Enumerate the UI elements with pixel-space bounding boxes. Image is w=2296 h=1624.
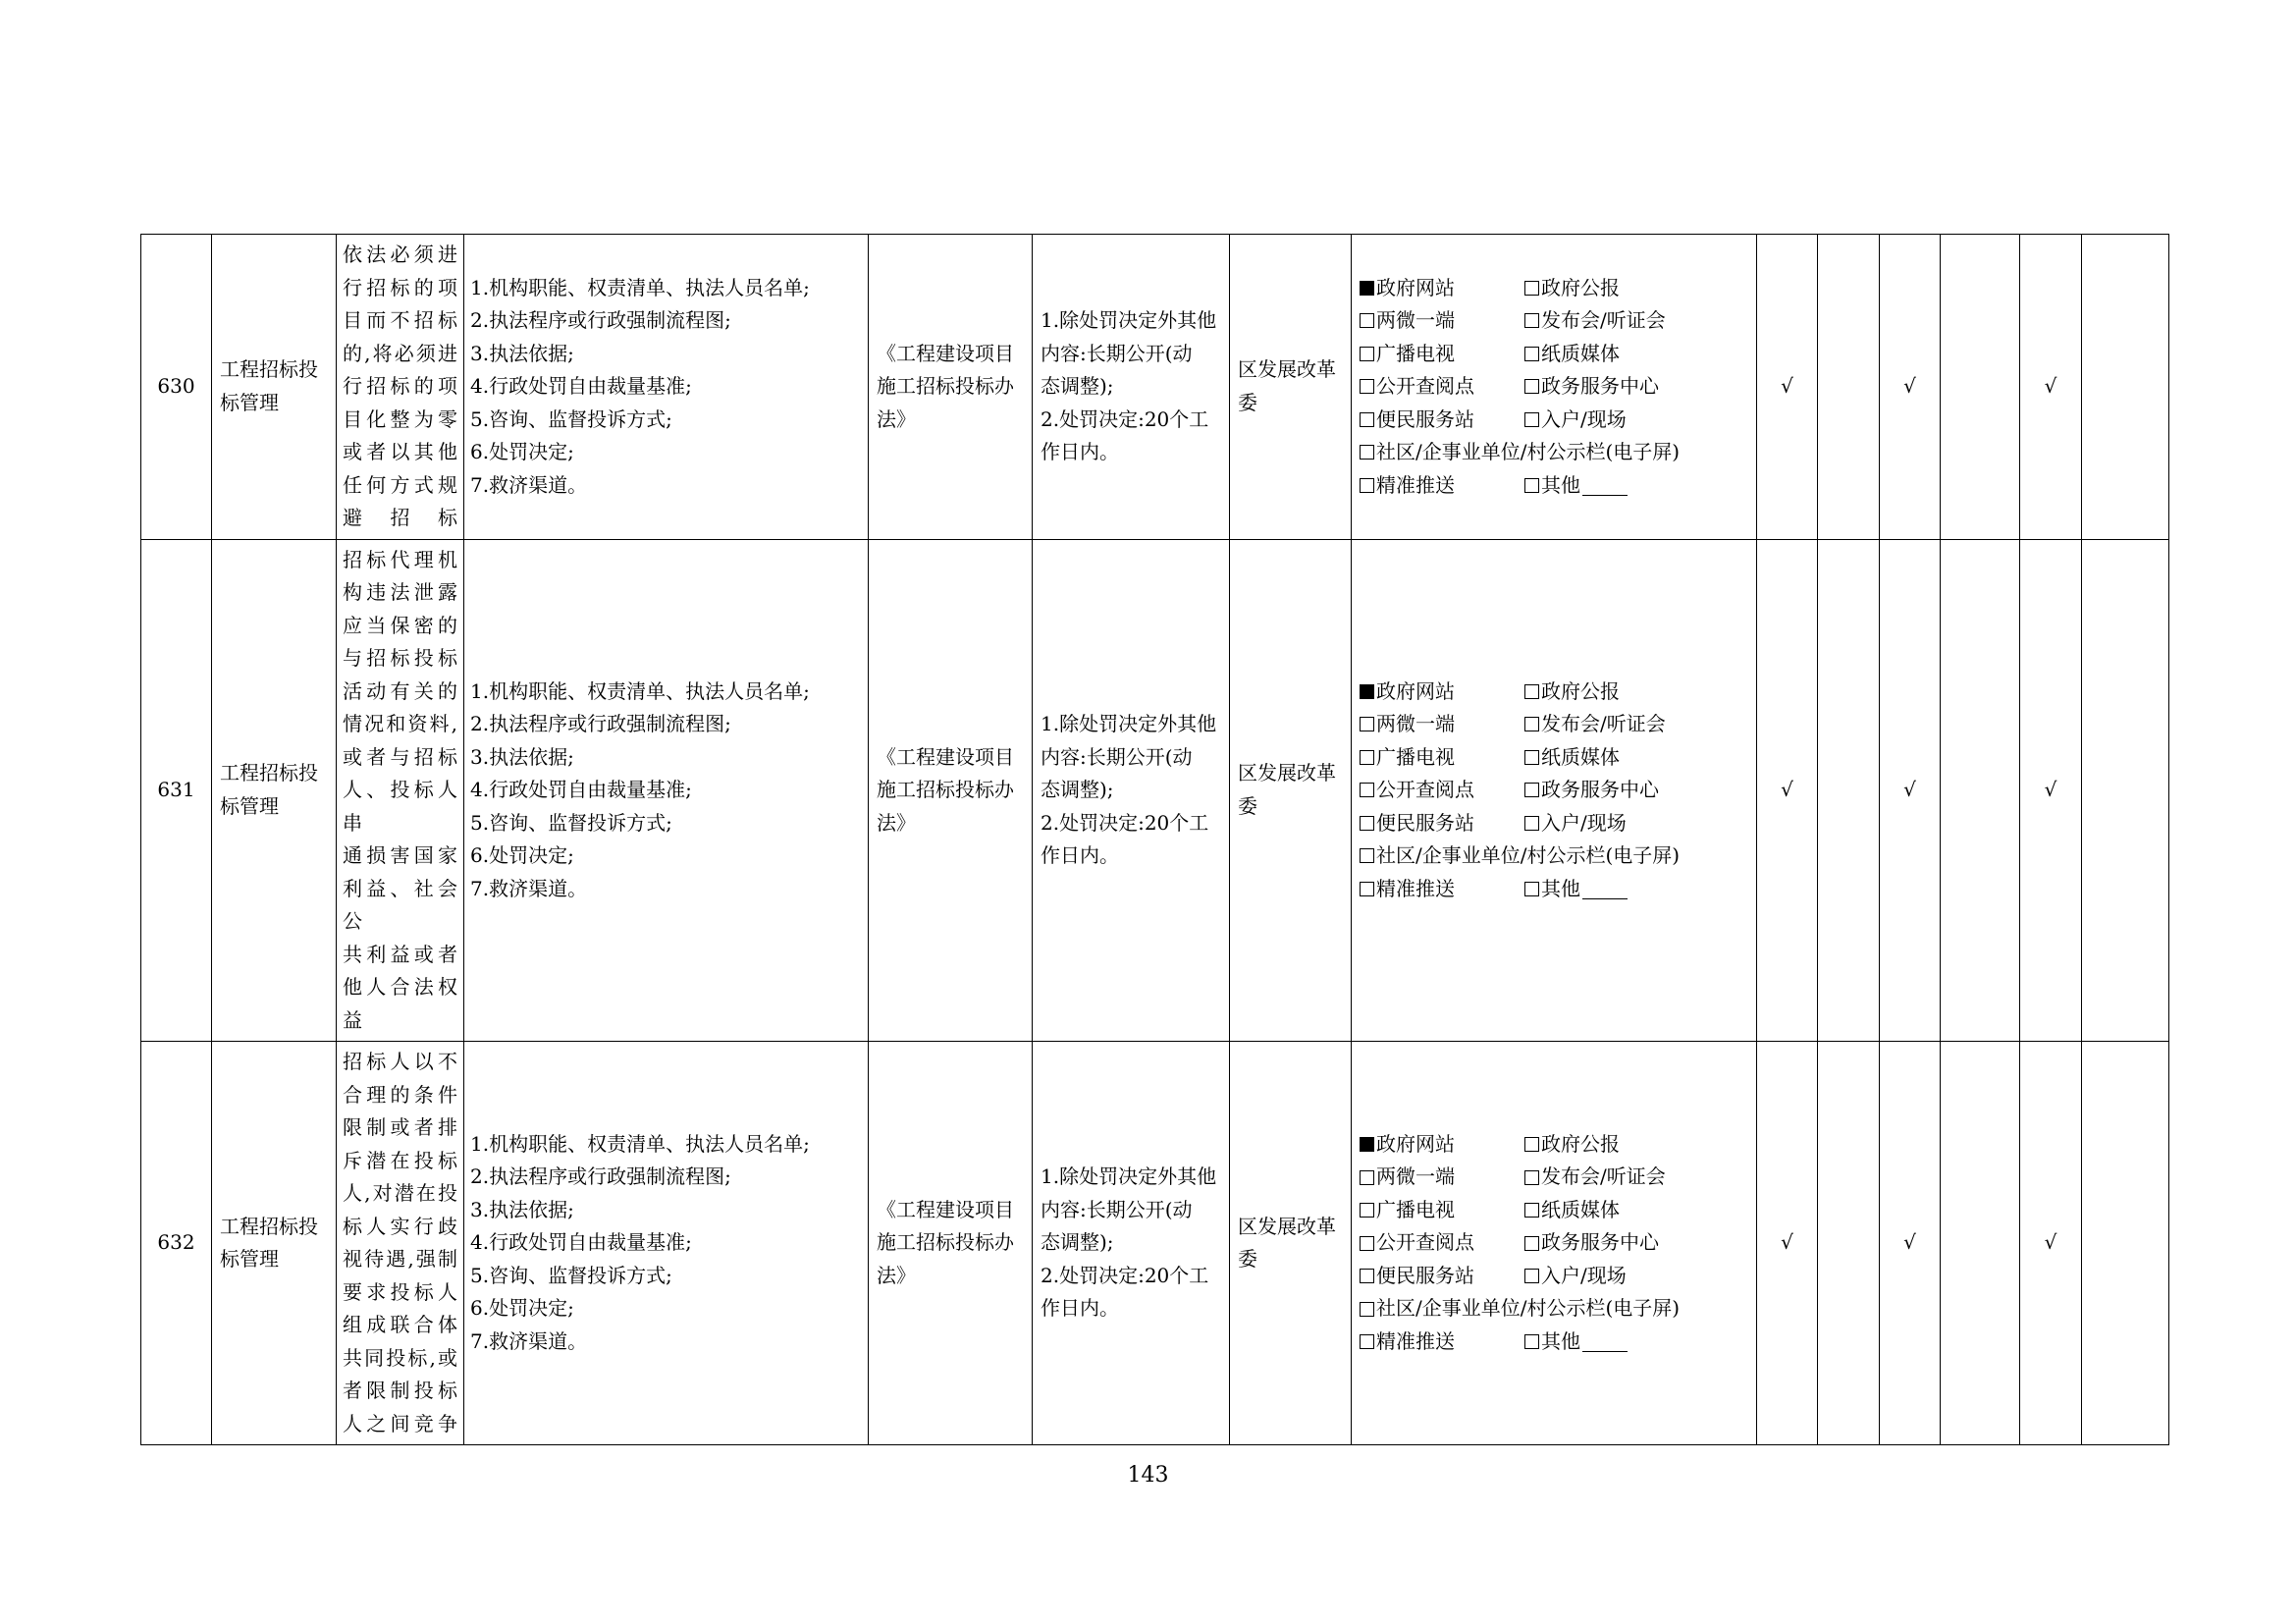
channel-label: 发布会/听证会 — [1541, 1164, 1666, 1189]
channel-label: 政府网站 — [1376, 275, 1455, 299]
channel-label: 纸质媒体 — [1541, 744, 1620, 769]
unchecked-box-icon — [1360, 313, 1374, 328]
check-mark-cell: √ — [1880, 235, 1941, 540]
channel-option — [1360, 807, 1524, 840]
channel-label: 社区/企事业单位/村公示栏(电子屏) — [1376, 1296, 1681, 1321]
channel-label: 政务服务中心 — [1541, 1230, 1659, 1255]
unchecked-box-icon — [1524, 478, 1539, 493]
description-line: 合理的条件 — [343, 1082, 457, 1107]
unchecked-box-icon — [1360, 750, 1374, 765]
channel-label: 纸质媒体 — [1541, 1197, 1620, 1221]
description-line: 组成联合体 — [343, 1313, 457, 1336]
responsible-department — [1230, 539, 1352, 1042]
channel-option — [1360, 741, 1524, 775]
channel-label: 政府公报 — [1541, 678, 1620, 703]
description-line: 活动有关的 — [343, 678, 457, 703]
channel-label: 公开查阅点 — [1376, 778, 1474, 801]
disclosure-item: 6.处罚决定; — [470, 1296, 574, 1321]
unchecked-box-icon — [1360, 478, 1374, 493]
check-mark-cell — [2082, 1042, 2169, 1445]
unchecked-box-icon — [1360, 347, 1374, 361]
category-line: 工程招标投 — [220, 357, 318, 382]
channel-label: 精准推送 — [1376, 876, 1455, 900]
channel-option — [1524, 807, 1756, 840]
check-mark-cell — [1818, 1042, 1880, 1445]
unchecked-box-icon — [1524, 717, 1539, 731]
channel-label: 其他 — [1541, 876, 1580, 900]
description-line: 的,将必须进 — [343, 341, 457, 365]
disclosure-item: 6.处罚决定; — [470, 440, 574, 463]
channel-label: 入户/现场 — [1541, 810, 1627, 835]
department-line: 委 — [1238, 1247, 1257, 1271]
description-line: 情况和资料, — [343, 712, 457, 735]
unchecked-box-icon — [1360, 412, 1374, 427]
disclosure-channels — [1352, 539, 1757, 1042]
check-mark-cell — [1941, 235, 2020, 540]
check-mark-cell: √ — [1880, 539, 1941, 1042]
description-line: 招标代理机 — [343, 547, 457, 571]
disclosure-items — [464, 235, 869, 540]
channel-option — [1524, 708, 1756, 741]
check-mark-cell: √ — [2020, 539, 2082, 1042]
channel-label: 发布会/听证会 — [1541, 308, 1666, 332]
unchecked-box-icon — [1524, 1137, 1539, 1152]
disclosure-item: 1.机构职能、权责清单、执法人员名单; — [470, 678, 810, 703]
channel-option — [1360, 1161, 1524, 1194]
disclosure-item: 2.执法程序或行政强制流程图; — [470, 712, 731, 735]
unchecked-box-icon — [1360, 1203, 1374, 1218]
channel-label: 入户/现场 — [1541, 1263, 1627, 1287]
time-line: 2.处罚决定:20个工 — [1041, 406, 1209, 431]
channel-label: 广播电视 — [1376, 1197, 1455, 1221]
unchecked-box-icon — [1524, 412, 1539, 427]
item-category — [212, 235, 337, 540]
disclosure-item: 7.救济渠道。 — [470, 1328, 588, 1353]
channel-label: 广播电视 — [1376, 341, 1455, 365]
check-mark-cell — [1818, 235, 1880, 540]
legal-basis — [869, 235, 1033, 540]
time-line: 态调整); — [1041, 374, 1114, 398]
legal-basis — [869, 1042, 1033, 1445]
description-line: 共同投标,或 — [343, 1345, 457, 1370]
channel-option — [1524, 1128, 1756, 1162]
unchecked-box-icon — [1360, 1269, 1374, 1283]
description-line: 人之间竞争 — [343, 1411, 457, 1435]
checked-box-icon — [1360, 684, 1374, 699]
channel-option — [1360, 839, 1756, 873]
unchecked-box-icon — [1524, 750, 1539, 765]
channel-label: 两微一端 — [1376, 712, 1455, 735]
channel-option — [1360, 1260, 1524, 1293]
time-line: 态调整); — [1041, 1230, 1114, 1255]
table-row — [141, 235, 2169, 540]
disclosure-item: 7.救济渠道。 — [470, 876, 588, 900]
channel-label: 入户/现场 — [1541, 406, 1627, 431]
category-line: 工程招标投 — [220, 761, 318, 785]
description-line: 构违法泄露 — [343, 580, 457, 604]
channel-label: 政务服务中心 — [1541, 374, 1659, 398]
disclosure-time — [1033, 1042, 1230, 1445]
item-category — [212, 1042, 337, 1445]
disclosure-table — [140, 234, 2169, 1445]
channel-label: 两微一端 — [1376, 308, 1455, 332]
description-line: 利益、社会公 — [343, 876, 457, 933]
category-line: 工程招标投 — [220, 1214, 318, 1238]
time-line: 内容:长期公开(动 — [1041, 744, 1193, 769]
basis-line: 《工程建设项目 — [877, 744, 1014, 769]
unchecked-box-icon — [1524, 1203, 1539, 1218]
description-line: 共利益或者 — [343, 942, 457, 966]
check-mark-cell: √ — [2020, 1042, 2082, 1445]
check-mark-cell: √ — [1880, 1042, 1941, 1445]
unchecked-box-icon — [1524, 882, 1539, 896]
disclosure-item: 4.行政处罚自由裁量基准; — [470, 1230, 692, 1255]
channel-option — [1360, 370, 1524, 404]
category-line: 标管理 — [220, 793, 279, 818]
row-number: 632 — [141, 1042, 212, 1445]
time-line: 作日内。 — [1041, 1296, 1119, 1321]
department-line: 区发展改革 — [1238, 761, 1336, 785]
unchecked-box-icon — [1360, 1170, 1374, 1185]
unchecked-box-icon — [1360, 816, 1374, 831]
description-line: 目化整为零 — [343, 406, 457, 431]
checked-box-icon — [1360, 281, 1374, 296]
channel-option — [1360, 1128, 1524, 1162]
unchecked-box-icon — [1524, 379, 1539, 394]
channel-option — [1524, 469, 1756, 503]
channel-label: 广播电视 — [1376, 744, 1455, 769]
channel-option — [1360, 304, 1524, 338]
channel-option — [1524, 741, 1756, 775]
channel-label: 政务服务中心 — [1541, 778, 1659, 801]
description-line: 应当保密的 — [343, 613, 457, 637]
check-mark-cell — [2082, 235, 2169, 540]
channel-option — [1360, 436, 1756, 469]
channel-option — [1360, 1226, 1524, 1260]
description-line: 者限制投标 — [343, 1379, 457, 1402]
time-line: 2.处罚决定:20个工 — [1041, 1263, 1209, 1287]
disclosure-item: 3.执法依据; — [470, 341, 574, 365]
disclosure-item: 1.机构职能、权责清单、执法人员名单; — [470, 275, 810, 299]
description-line: 益 — [343, 1007, 362, 1032]
time-line: 作日内。 — [1041, 440, 1119, 463]
unchecked-box-icon — [1524, 1236, 1539, 1251]
description-line: 与招标投标 — [343, 646, 457, 670]
basis-line: 法》 — [877, 406, 916, 431]
description-line: 通损害国家 — [343, 843, 457, 867]
time-line: 内容:长期公开(动 — [1041, 1197, 1193, 1221]
table-row — [141, 539, 2169, 1042]
checked-box-icon — [1360, 1137, 1374, 1152]
unchecked-box-icon — [1360, 848, 1374, 863]
channel-grid — [1360, 676, 1756, 906]
channel-option — [1360, 404, 1524, 437]
channel-label: 发布会/听证会 — [1541, 712, 1666, 735]
blank-line — [1582, 475, 1628, 496]
disclosure-item: 5.咨询、监督投诉方式; — [470, 1263, 672, 1287]
unchecked-box-icon — [1360, 717, 1374, 731]
unchecked-box-icon — [1360, 1302, 1374, 1317]
disclosure-item: 4.行政处罚自由裁量基准; — [470, 374, 692, 398]
disclosure-item: 7.救济渠道。 — [470, 472, 588, 497]
disclosure-time — [1033, 235, 1230, 540]
channel-label: 便民服务站 — [1376, 1263, 1474, 1287]
description-line: 或者与招标 — [343, 744, 457, 769]
channel-option — [1524, 1194, 1756, 1227]
time-line: 态调整); — [1041, 778, 1114, 801]
channel-option — [1524, 338, 1756, 371]
channel-option — [1360, 774, 1524, 807]
description-line: 标人实行歧 — [343, 1214, 457, 1238]
channel-grid — [1360, 272, 1756, 503]
disclosure-items — [464, 1042, 869, 1445]
time-line: 内容:长期公开(动 — [1041, 341, 1193, 365]
channel-option — [1524, 1326, 1756, 1359]
channel-option — [1524, 774, 1756, 807]
violation-description — [337, 539, 464, 1042]
channel-option — [1360, 1292, 1756, 1326]
description-line: 斥潜在投标 — [343, 1148, 457, 1172]
time-line: 1.除处罚决定外其他 — [1041, 308, 1217, 332]
channel-label: 其他 — [1541, 472, 1580, 497]
channel-label: 纸质媒体 — [1541, 341, 1620, 365]
channel-option — [1360, 1326, 1524, 1359]
description-line: 依法必须进 — [343, 243, 457, 266]
channel-label: 其他 — [1541, 1328, 1580, 1353]
channel-label: 便民服务站 — [1376, 810, 1474, 835]
channel-option — [1360, 469, 1524, 503]
disclosure-item: 2.执法程序或行政强制流程图; — [470, 308, 731, 332]
responsible-department — [1230, 235, 1352, 540]
channel-label: 公开查阅点 — [1376, 1230, 1474, 1255]
description-line: 任何方式规 — [343, 472, 457, 497]
table-row — [141, 1042, 2169, 1445]
description-line: 人,对潜在投 — [343, 1181, 457, 1205]
unchecked-box-icon — [1360, 1334, 1374, 1349]
channel-label: 便民服务站 — [1376, 406, 1474, 431]
disclosure-channels — [1352, 1042, 1757, 1445]
channel-option — [1524, 1226, 1756, 1260]
channel-grid — [1360, 1128, 1756, 1359]
disclosure-item: 3.执法依据; — [470, 744, 574, 769]
unchecked-box-icon — [1524, 347, 1539, 361]
check-mark-cell — [1941, 1042, 2020, 1445]
check-mark-cell: √ — [2020, 235, 2082, 540]
description-line: 避招标 — [343, 506, 457, 529]
unchecked-box-icon — [1360, 882, 1374, 896]
category-line: 标管理 — [220, 390, 279, 414]
channel-option — [1524, 1161, 1756, 1194]
time-line: 1.除处罚决定外其他 — [1041, 1164, 1217, 1189]
table-body — [141, 235, 2169, 1445]
unchecked-box-icon — [1524, 1334, 1539, 1349]
department-line: 委 — [1238, 390, 1257, 414]
unchecked-box-icon — [1524, 783, 1539, 797]
basis-line: 《工程建设项目 — [877, 341, 1014, 365]
check-mark-cell: √ — [1757, 235, 1818, 540]
channel-option — [1524, 873, 1756, 906]
basis-line: 施工招标投标办 — [877, 1230, 1014, 1255]
time-line: 2.处罚决定:20个工 — [1041, 810, 1209, 835]
channel-option — [1360, 338, 1524, 371]
unchecked-box-icon — [1524, 1269, 1539, 1283]
violation-description — [337, 1042, 464, 1445]
description-line: 视待遇,强制 — [343, 1247, 457, 1271]
channel-option — [1524, 404, 1756, 437]
description-line: 限制或者排 — [343, 1115, 457, 1139]
unchecked-box-icon — [1360, 1236, 1374, 1251]
unchecked-box-icon — [1360, 783, 1374, 797]
channel-option — [1360, 873, 1524, 906]
time-line: 1.除处罚决定外其他 — [1041, 712, 1217, 735]
department-line: 区发展改革 — [1238, 1214, 1336, 1238]
blank-line — [1582, 879, 1628, 899]
basis-line: 施工招标投标办 — [877, 778, 1014, 801]
unchecked-box-icon — [1360, 379, 1374, 394]
channel-label: 两微一端 — [1376, 1164, 1455, 1189]
disclosure-time — [1033, 539, 1230, 1042]
disclosure-channels — [1352, 235, 1757, 540]
disclosure-item: 5.咨询、监督投诉方式; — [470, 406, 672, 431]
category-line: 标管理 — [220, 1247, 279, 1271]
channel-label: 政府网站 — [1376, 1131, 1455, 1156]
channel-option — [1524, 676, 1756, 709]
channel-option — [1360, 676, 1524, 709]
channel-option — [1360, 272, 1524, 305]
unchecked-box-icon — [1524, 684, 1539, 699]
check-mark-cell: √ — [1757, 539, 1818, 1042]
channel-option — [1524, 370, 1756, 404]
unchecked-box-icon — [1360, 445, 1374, 460]
department-line: 委 — [1238, 793, 1257, 818]
legal-basis — [869, 539, 1033, 1042]
channel-option — [1524, 272, 1756, 305]
channel-label: 社区/企事业单位/村公示栏(电子屏) — [1376, 440, 1681, 463]
unchecked-box-icon — [1524, 816, 1539, 831]
disclosure-item: 1.机构职能、权责清单、执法人员名单; — [470, 1131, 810, 1156]
channel-label: 公开查阅点 — [1376, 374, 1474, 398]
description-line: 要求投标人 — [343, 1279, 457, 1304]
description-line: 目而不招标 — [343, 308, 457, 332]
channel-option — [1524, 1260, 1756, 1293]
description-line: 行招标的项 — [343, 275, 457, 299]
check-mark-cell — [1941, 539, 2020, 1042]
description-line: 人、投标人串 — [343, 778, 457, 835]
description-line: 他人合法权 — [343, 975, 457, 999]
check-mark-cell: √ — [1757, 1042, 1818, 1445]
check-mark-cell — [1818, 539, 1880, 1042]
time-line: 作日内。 — [1041, 843, 1119, 867]
description-line: 行招标的项 — [343, 374, 457, 398]
item-category — [212, 539, 337, 1042]
channel-option — [1360, 708, 1524, 741]
department-line: 区发展改革 — [1238, 357, 1336, 382]
check-mark-cell — [2082, 539, 2169, 1042]
channel-option — [1524, 304, 1756, 338]
violation-description — [337, 235, 464, 540]
disclosure-item: 3.执法依据; — [470, 1197, 574, 1221]
disclosure-item: 2.执法程序或行政强制流程图; — [470, 1164, 731, 1189]
channel-label: 政府公报 — [1541, 275, 1620, 299]
unchecked-box-icon — [1524, 281, 1539, 296]
row-number: 631 — [141, 539, 212, 1042]
basis-line: 《工程建设项目 — [877, 1197, 1014, 1221]
basis-line: 法》 — [877, 1263, 916, 1287]
page-number: 143 — [1127, 1463, 1169, 1488]
description-line: 或者以其他 — [343, 440, 457, 463]
unchecked-box-icon — [1524, 1170, 1539, 1185]
description-line: 招标人以不 — [343, 1050, 457, 1073]
channel-label: 精准推送 — [1376, 472, 1455, 497]
channel-label: 精准推送 — [1376, 1328, 1455, 1353]
blank-line — [1582, 1331, 1628, 1352]
channel-label: 政府网站 — [1376, 678, 1455, 703]
basis-line: 法》 — [877, 810, 916, 835]
basis-line: 施工招标投标办 — [877, 374, 1014, 398]
unchecked-box-icon — [1524, 313, 1539, 328]
channel-label: 政府公报 — [1541, 1131, 1620, 1156]
channel-option — [1360, 1194, 1524, 1227]
disclosure-item: 6.处罚决定; — [470, 843, 574, 867]
disclosure-item: 4.行政处罚自由裁量基准; — [470, 778, 692, 801]
disclosure-items — [464, 539, 869, 1042]
channel-label: 社区/企事业单位/村公示栏(电子屏) — [1376, 843, 1681, 867]
responsible-department — [1230, 1042, 1352, 1445]
disclosure-item: 5.咨询、监督投诉方式; — [470, 810, 672, 835]
row-number: 630 — [141, 235, 212, 540]
